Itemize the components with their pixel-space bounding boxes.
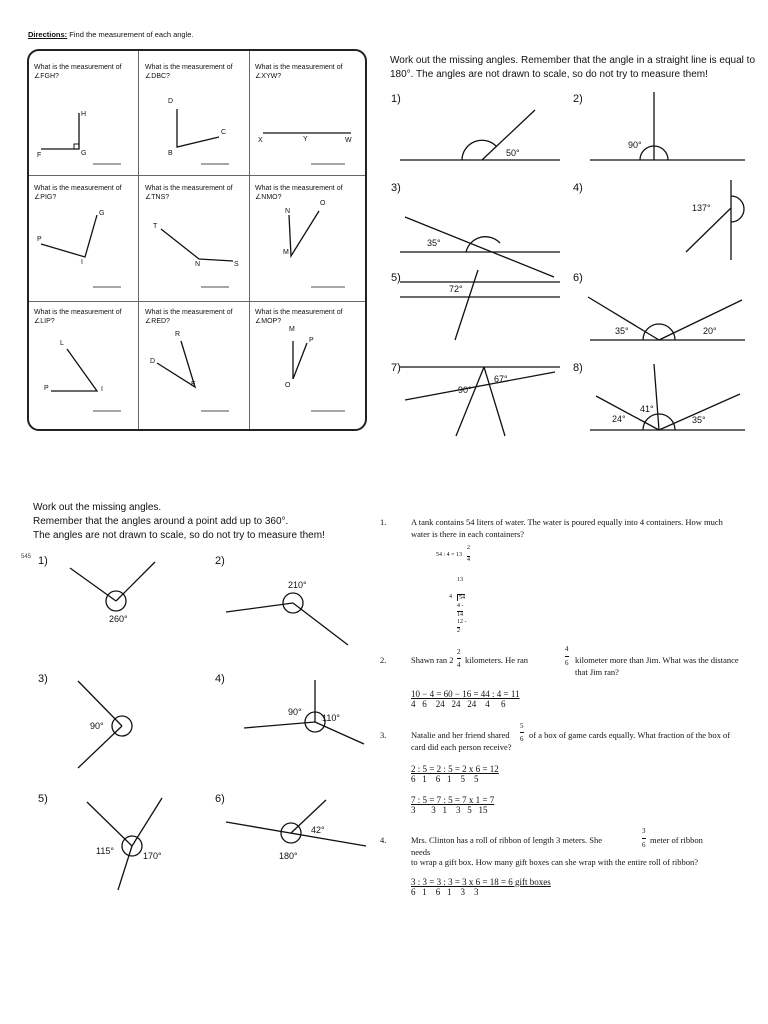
page-mark: 545 [21, 554, 32, 560]
angle-value: 137° [692, 203, 711, 213]
problem-number: 4) [215, 673, 225, 685]
work-fraction-den: 4 [467, 557, 470, 563]
problem-number: 4) [573, 182, 583, 194]
word-problem-text: kilometer more than Jim. What was the distance that Jim ran? [575, 655, 739, 677]
point-label: X [258, 137, 263, 144]
work-step: 14 [457, 612, 463, 618]
problem-number: 5) [391, 272, 401, 284]
fraction-den: 6 [565, 656, 569, 669]
word-problem-text: kilometers. He ran [465, 655, 529, 665]
problem-number: 2) [215, 555, 225, 567]
work-step: 12 - [457, 619, 467, 625]
problem-number: 3) [391, 182, 401, 194]
cell-question: What is the measurement of ∠XYW? [255, 64, 343, 80]
angle-value: 90° [288, 707, 302, 717]
cell-question: What is the measurement of ∠MOP? [255, 309, 343, 325]
problem-number: 3. [380, 730, 387, 740]
problem-number: 6) [215, 793, 225, 805]
point-label: P [309, 337, 314, 344]
work-quotient: 13 [457, 577, 463, 583]
problem-number: 8) [573, 362, 583, 374]
point-label: C [221, 129, 227, 136]
word-problem-text: A tank contains 54 liters of water. The water is poured equally into 4 containers. How much water is there in each containers? [411, 517, 723, 539]
problem-number: 4. [380, 835, 387, 845]
fraction-num: 3 [642, 827, 646, 835]
angle-value: 67° [494, 374, 508, 384]
problem-number: 3) [38, 673, 48, 685]
directions-label: Directions: [28, 30, 68, 39]
angle-value: 35° [615, 326, 629, 336]
angle-value: 35° [692, 415, 706, 425]
work-line: 10 − 4 = 60 − 16 = 44 : 4 = 11 [411, 689, 520, 699]
angle-value: 260° [109, 614, 128, 624]
fraction-num: 5 [520, 722, 524, 730]
point-label: O [285, 382, 291, 389]
work-line-den: 3 3 1 3 5 15 [411, 805, 488, 815]
work-line-den: 6 1 6 1 5 5 [411, 774, 479, 784]
cell-question: What is the measurement of ∠DBC? [145, 64, 233, 80]
problem-number: 6) [573, 272, 583, 284]
work-line-den: 6 1 6 1 3 3 [411, 887, 479, 897]
angle-value: 50° [506, 148, 520, 158]
angle-value: 20° [703, 326, 717, 336]
fraction-num: 2 [457, 648, 461, 656]
word-problem-text: meter of ribbon [650, 835, 703, 845]
word-problem-text: of a box of game cards equally. What fraction of the box of card did each person receive? [411, 730, 731, 752]
angle-value: 110° [322, 713, 340, 723]
work-line: 7 : 5 = 7 : 5 = 7 x 1 = 7 [411, 795, 495, 805]
angle-value: 72° [449, 284, 463, 294]
word-problem-text: Shawn ran 2 [411, 655, 454, 665]
cell-question: What is the measurement of ∠TNS? [145, 185, 233, 201]
angle-value: 90° [90, 721, 104, 731]
point-label: B [168, 150, 173, 157]
point-label: M [289, 326, 295, 333]
point-label: O [320, 200, 326, 207]
point-label: T [153, 223, 158, 230]
intro-line: Work out the missing angles. [33, 502, 162, 513]
work-line-den: 4 6 24 24 24 4 6 [411, 699, 506, 709]
angle-value: 180° [279, 851, 298, 861]
point-label: W [345, 137, 352, 144]
angle-value: 90° [458, 385, 472, 395]
point-label: M [283, 249, 289, 256]
point-label: D [150, 358, 156, 365]
word-problem-text: Mrs. Clinton has a roll of ribbon of length 3 meters. She needs [411, 835, 602, 857]
problem-number: 1. [380, 517, 387, 527]
work-step: 4 - [457, 603, 464, 609]
fraction-den: 6 [520, 732, 524, 745]
angle-value: 24° [612, 414, 626, 424]
cell-question: What is the measurement of ∠RED? [145, 309, 233, 325]
point-label: G [81, 150, 87, 157]
point-label: Y [303, 136, 308, 143]
cell-question: What is the measurement of ∠FGH? [34, 64, 122, 80]
angle-value: 210° [288, 580, 307, 590]
cell-question: What is the measurement of ∠NMO? [255, 185, 343, 201]
cell-question: What is the measurement of ∠PIG? [34, 185, 122, 201]
problem-number: 2. [380, 655, 387, 665]
point-label: N [285, 208, 291, 215]
problem-number: 1) [391, 93, 401, 105]
work-line: 54 : 4 = 13 [436, 552, 463, 558]
problem-number: 7) [391, 362, 401, 374]
angle-value: 42° [311, 825, 325, 835]
fraction-den: 4 [457, 658, 461, 671]
angle-value: 170° [143, 851, 162, 861]
point-label: F [37, 152, 42, 159]
point-label: P [37, 236, 42, 243]
work-divisor: 4 [449, 594, 452, 600]
fraction-num: 4 [565, 645, 569, 653]
work-step: 2 [457, 628, 460, 634]
angle-value: 90° [628, 140, 642, 150]
angle-value: 35° [427, 238, 441, 248]
point-label: H [81, 111, 87, 118]
intro-line: The angles are not drawn to scale, so do not try to measure them! [33, 530, 325, 541]
work-line: 3 : 3 = 3 : 3 = 3 x 6 = 18 = 6 gift boxes [411, 877, 551, 887]
angle-value: 115° [96, 846, 114, 856]
point-label: P [44, 385, 49, 392]
problem-number: 2) [573, 93, 583, 105]
point-label: L [60, 340, 64, 347]
straight-line-instructions: Work out the missing angles. Remember that the angle in a straight line is equal to 180°. The angles are not drawn to scale, so do not try to measure them! [390, 55, 756, 80]
word-problem-text: to wrap a gift box. How many gift boxes can she wrap with the entire roll of ribbon? [411, 857, 699, 867]
word-problem-text: Natalie and her friend shared [411, 730, 510, 740]
cell-question: What is the measurement of ∠LIP? [34, 309, 122, 325]
work-line: 2 : 5 = 2 : 5 = 2 x 6 = 12 [411, 764, 499, 774]
fraction-den: 6 [642, 838, 646, 851]
angle-value: 41° [640, 404, 654, 414]
point-label: I [81, 259, 83, 266]
point-label: E [191, 381, 196, 388]
point-label: S [234, 261, 239, 268]
problem-number: 5) [38, 793, 48, 805]
point-label: R [175, 331, 181, 338]
work-fraction-num: 2 [467, 545, 470, 551]
point-label: I [101, 386, 103, 393]
intro-line: Remember that the angles around a point add up to 360°. [33, 516, 289, 527]
work-dividend: 54 [459, 595, 465, 601]
problem-number: 1) [38, 555, 48, 567]
point-label: N [195, 261, 201, 268]
directions-text: Find the measurement of each angle. [69, 30, 194, 39]
point-label: G [99, 210, 105, 217]
point-label: D [168, 98, 174, 105]
